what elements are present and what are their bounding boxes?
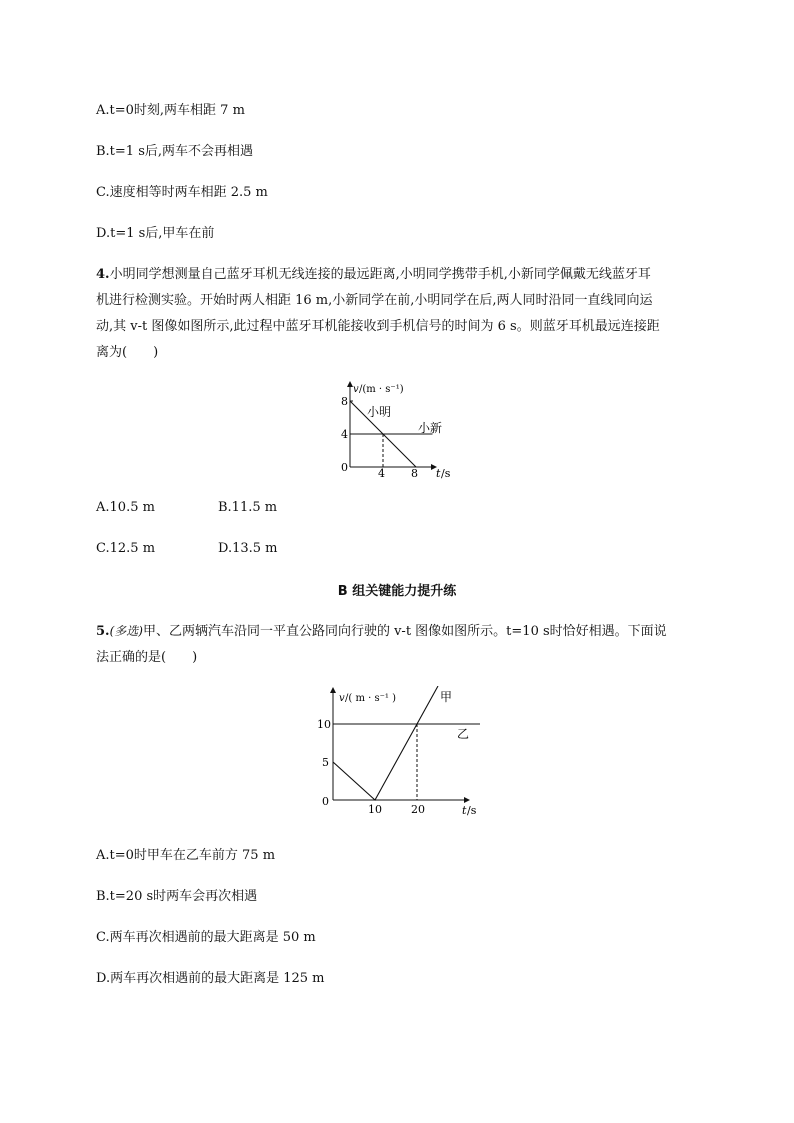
q3-option-c: C.速度相等时两车相距 2.5 m	[96, 185, 268, 200]
chart1-origin: 0	[341, 461, 348, 474]
q3-option-b: B.t=1 s后,两车不会再相遇	[96, 144, 254, 159]
q4-text-1: 小明同学想测量自己蓝牙耳机无线连接的最远距离,小明同学携带手机,小新同学佩戴无线蓝牙耳	[109, 267, 651, 282]
q3-option-d: D.t=1 s后,甲车在前	[96, 226, 215, 241]
q4-vt-chart	[330, 378, 470, 488]
q5-stem-line-2: 法正确的是( )	[96, 650, 198, 665]
chart1-x-tick-8: 8	[411, 467, 418, 480]
q4-option-d: D.13.5 m	[218, 541, 278, 556]
q5-tag: (多选)	[109, 624, 143, 638]
q5-stem-line-1	[96, 621, 667, 642]
chart2-y-unit: /( m · s⁻¹ )	[345, 693, 396, 704]
section-b-heading: B 组关键能力提升练	[337, 584, 457, 599]
q5-option-b: B.t=20 s时两车会再次相遇	[96, 889, 258, 904]
chart1-y-tick-8: 8	[341, 395, 348, 408]
chart1-y-var: v	[353, 384, 359, 395]
q3-option-a: A.t=0时刻,两车相距 7 m	[96, 103, 245, 118]
q4-option-c: C.12.5 m	[96, 541, 156, 556]
chart1-label-xiaoming: 小明	[367, 405, 392, 419]
chart1-x-unit: /s	[441, 467, 451, 480]
chart2-origin: 0	[322, 795, 329, 808]
q4-stem-line-4: 离为( )	[96, 345, 159, 360]
q5-text-1: 甲、乙两辆汽车沿同一平直公路同向行驶的 v-t 图像如图所示。t=10 s时恰好相遇。下面说	[142, 624, 667, 639]
q4-option-b: B.11.5 m	[218, 500, 278, 515]
chart2-y-tick-10: 10	[317, 718, 331, 731]
chart1-x-var: t	[436, 467, 441, 480]
chart2-label-yi: 乙	[457, 727, 470, 741]
chart2-x-var: t	[462, 804, 467, 817]
chart2-y-var: v	[339, 693, 345, 704]
chart1-label-xiaoxin: 小新	[418, 421, 443, 435]
q5-option-a: A.t=0时甲车在乙车前方 75 m	[96, 848, 276, 863]
chart1-y-tick-4: 4	[341, 428, 348, 441]
q4-stem-line-3: 动,其 v-t 图像如图所示,此过程中蓝牙耳机能接收到手机信号的时间为 6 s。则蓝牙耳机最远连接距	[96, 319, 660, 334]
chart2-x-tick-20: 20	[411, 803, 425, 816]
q5-vt-chart	[315, 686, 490, 821]
chart2-x-unit: /s	[467, 804, 477, 817]
q4-option-a: A.10.5 m	[96, 500, 155, 515]
chart1-x-tick-4: 4	[378, 467, 385, 480]
q4-stem-line-1	[96, 265, 651, 285]
chart2-label-jia: 甲	[440, 690, 453, 704]
q5-option-d: D.两车再次相遇前的最大距离是 125 m	[96, 971, 325, 986]
chart2-y-tick-5: 5	[322, 756, 329, 769]
chart1-y-unit: /(m · s⁻¹)	[359, 384, 404, 395]
q4-stem-line-2: 机进行检测实验。开始时两人相距 16 m,小新同学在前,小明同学在后,两人同时沿同一直线同向运	[96, 293, 653, 308]
q4-number: 4.	[96, 267, 110, 282]
q5-number: 5.	[96, 624, 110, 639]
chart2-x-tick-10: 10	[368, 803, 382, 816]
q5-option-c: C.两车再次相遇前的最大距离是 50 m	[96, 930, 316, 945]
